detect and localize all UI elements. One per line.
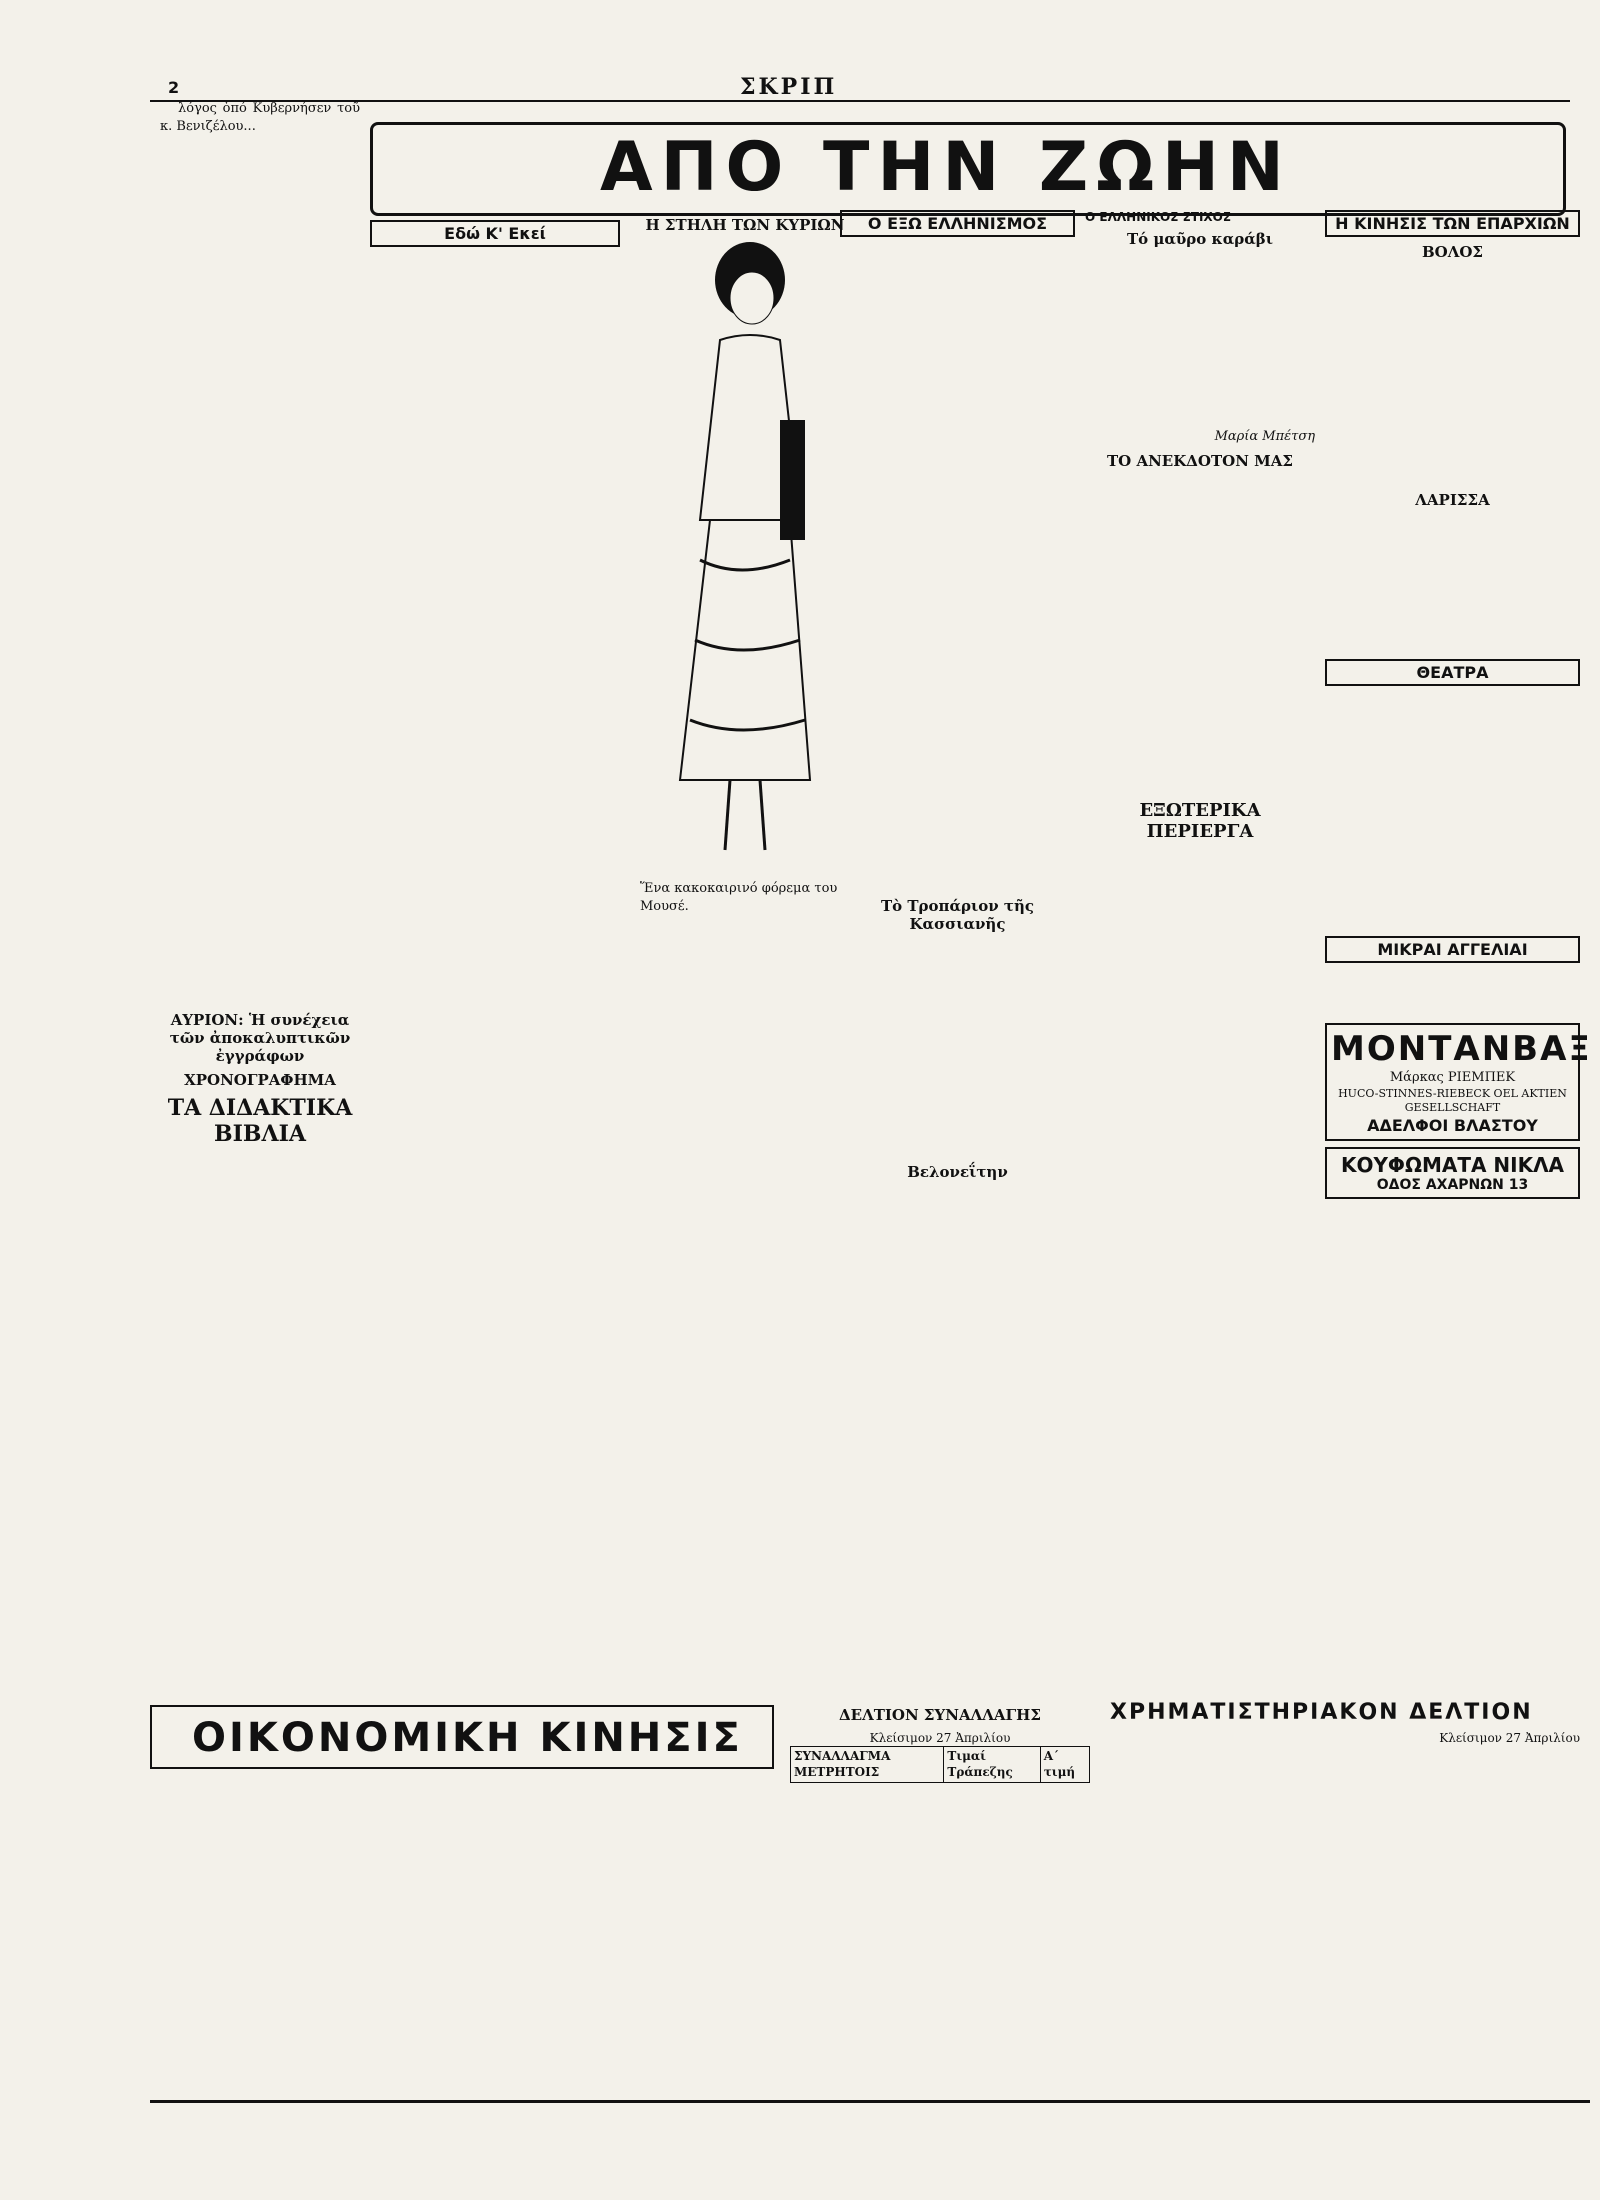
stichos-head: Ο ΕΛΛΗΝΙΚΟΣ ΣΤΙΧΟΣ xyxy=(1085,210,1232,224)
aurion-text: ΑΥΡΙΟΝ: Ἡ συνέχεια τῶν ἀποκαλυπτικῶν ἐγγράφων xyxy=(169,1011,351,1065)
montanbax-sub: Μάρκας ΡΙΕΜΠΕΚ xyxy=(1389,1070,1516,1085)
paper-name: ΣΚΡΙΠ xyxy=(740,74,838,100)
edo-kekei-column xyxy=(370,220,620,253)
deltion-table xyxy=(790,1746,1090,1782)
poem-author: Μαρία Μπέτση xyxy=(1214,429,1315,444)
stock-date: Κλείσιμον 27 Ἀπριλίου xyxy=(1439,1731,1580,1745)
provinces-column xyxy=(1325,210,1592,1205)
masthead-rule xyxy=(150,78,1570,102)
chronografima-head: ΧΡΟΝΟΓΡΑΦΗΜΑ xyxy=(184,1071,336,1089)
tropari-head: Τὸ Τροπάριον τῆς Κασσιανῆς xyxy=(880,897,1035,933)
poem-title: Τό μαῦρο καράβι xyxy=(1126,230,1274,248)
oikonomiki-title: ΟΙΚΟΝΟΜΙΚΗ ΚΙΝΗΣΙΣ xyxy=(192,1715,743,1761)
anekdoton-head: ΤΟ ΑΝΕΚΔΟΤΟΝ ΜΑΣ xyxy=(1107,451,1293,470)
exo-column xyxy=(840,210,1075,1187)
deltion-date: Κλείσιμον 27 Ἀπριλίου xyxy=(869,1731,1011,1745)
deltion-title: ΔΕΛΤΙΟΝ ΣΥΝΑΛΛΑΓΗΣ xyxy=(839,1706,1041,1724)
provinces-head: Η ΚΙΝΗΣΙΣ ΤΩΝ ΕΠΑΡΧΙΩΝ xyxy=(1325,210,1580,237)
montanbax-ad xyxy=(1325,1023,1592,1141)
volos-head: ΒΟΛΟΣ xyxy=(1421,243,1484,261)
didaktika-title: ΤΑ ΔΙΔΑΚΤΙΚΑ ΒΙΒΛΙΑ xyxy=(167,1095,353,1147)
aurion-block xyxy=(160,1005,360,1153)
deltion-col3: Α΄ τιμή xyxy=(1040,1747,1089,1782)
deltion-col2: Τιμαί Τράπεζης xyxy=(944,1747,1040,1782)
exoterika-head: ΕΞΩΤΕΡΙΚΑ ΠΕΡΙΕΡΓΑ xyxy=(1139,799,1261,842)
banner-title: ΑΠΟ ΤΗΝ ΖΩΗΝ xyxy=(600,128,1292,207)
deltion-column xyxy=(790,1700,1090,1783)
poem-column xyxy=(1085,210,1315,848)
oikonomiki-box xyxy=(150,1705,774,1769)
kouphomata-ad xyxy=(1325,1147,1580,1199)
odos-text: ΟΔΟΣ ΑΧΑΡΝΩΝ 13 xyxy=(1376,1177,1529,1194)
stock-title: ΧΡΗΜΑΤΙΣΤΗΡΙΑΚΟΝ ΔΕΛΤΙΟΝ xyxy=(1110,1700,1533,1725)
caption-text: Ἕνα κακοκαιρινό φόρεμα του Μουσέ. xyxy=(640,881,838,914)
aggeliai-head: ΜΙΚΡΑΙ ΑΓΓΕΛΙΑΙ xyxy=(1325,936,1580,963)
stinnes-text: HUCO-STINNES-RIEBECK OEL AKTIEN GESELLSCHAFT xyxy=(1338,1086,1567,1115)
veloneitin-head: Βελονεΐτην xyxy=(907,1163,1008,1181)
left-column xyxy=(160,100,360,141)
edo-kekei-head: Εδώ Κ' Εκεί xyxy=(370,220,620,247)
montanbax-title: ΜΟΝΤΑΝΒΑΞ xyxy=(1331,1029,1592,1069)
kouphomata-title: ΚΟΥΦΩΜΑΤΑ ΝΙΚΛΑ xyxy=(1340,1153,1565,1178)
fashion-illustration xyxy=(640,220,840,860)
stili-head: Η ΣΤΗΛΗ ΤΩΝ ΚΥΡΙΩΝ xyxy=(645,216,845,234)
illustration-caption xyxy=(640,880,850,915)
adelfoi-text: ΑΔΕΛΦΟΙ ΒΛΑΣΤΟΥ xyxy=(1367,1116,1538,1136)
theatra-head: ΘΕΑΤΡΑ xyxy=(1325,659,1580,686)
larissa-head: ΛΑΡΙΣΣΑ xyxy=(1415,491,1490,509)
bottom-rule xyxy=(150,2100,1590,2103)
deltion-col1: ΣΥΝΑΛΛΑΓΜΑ ΜΕΤΡΗΤΟΙΣ xyxy=(791,1747,944,1782)
page-number: 2 xyxy=(168,78,180,97)
left-text: λόγος ὁπό Κυβερνήσεν τοῦ κ. Βενιζέλου... xyxy=(160,101,360,134)
exo-head: Ο ΕΞΩ ΕΛΛΗΝΙΣΜΟΣ xyxy=(840,210,1075,237)
